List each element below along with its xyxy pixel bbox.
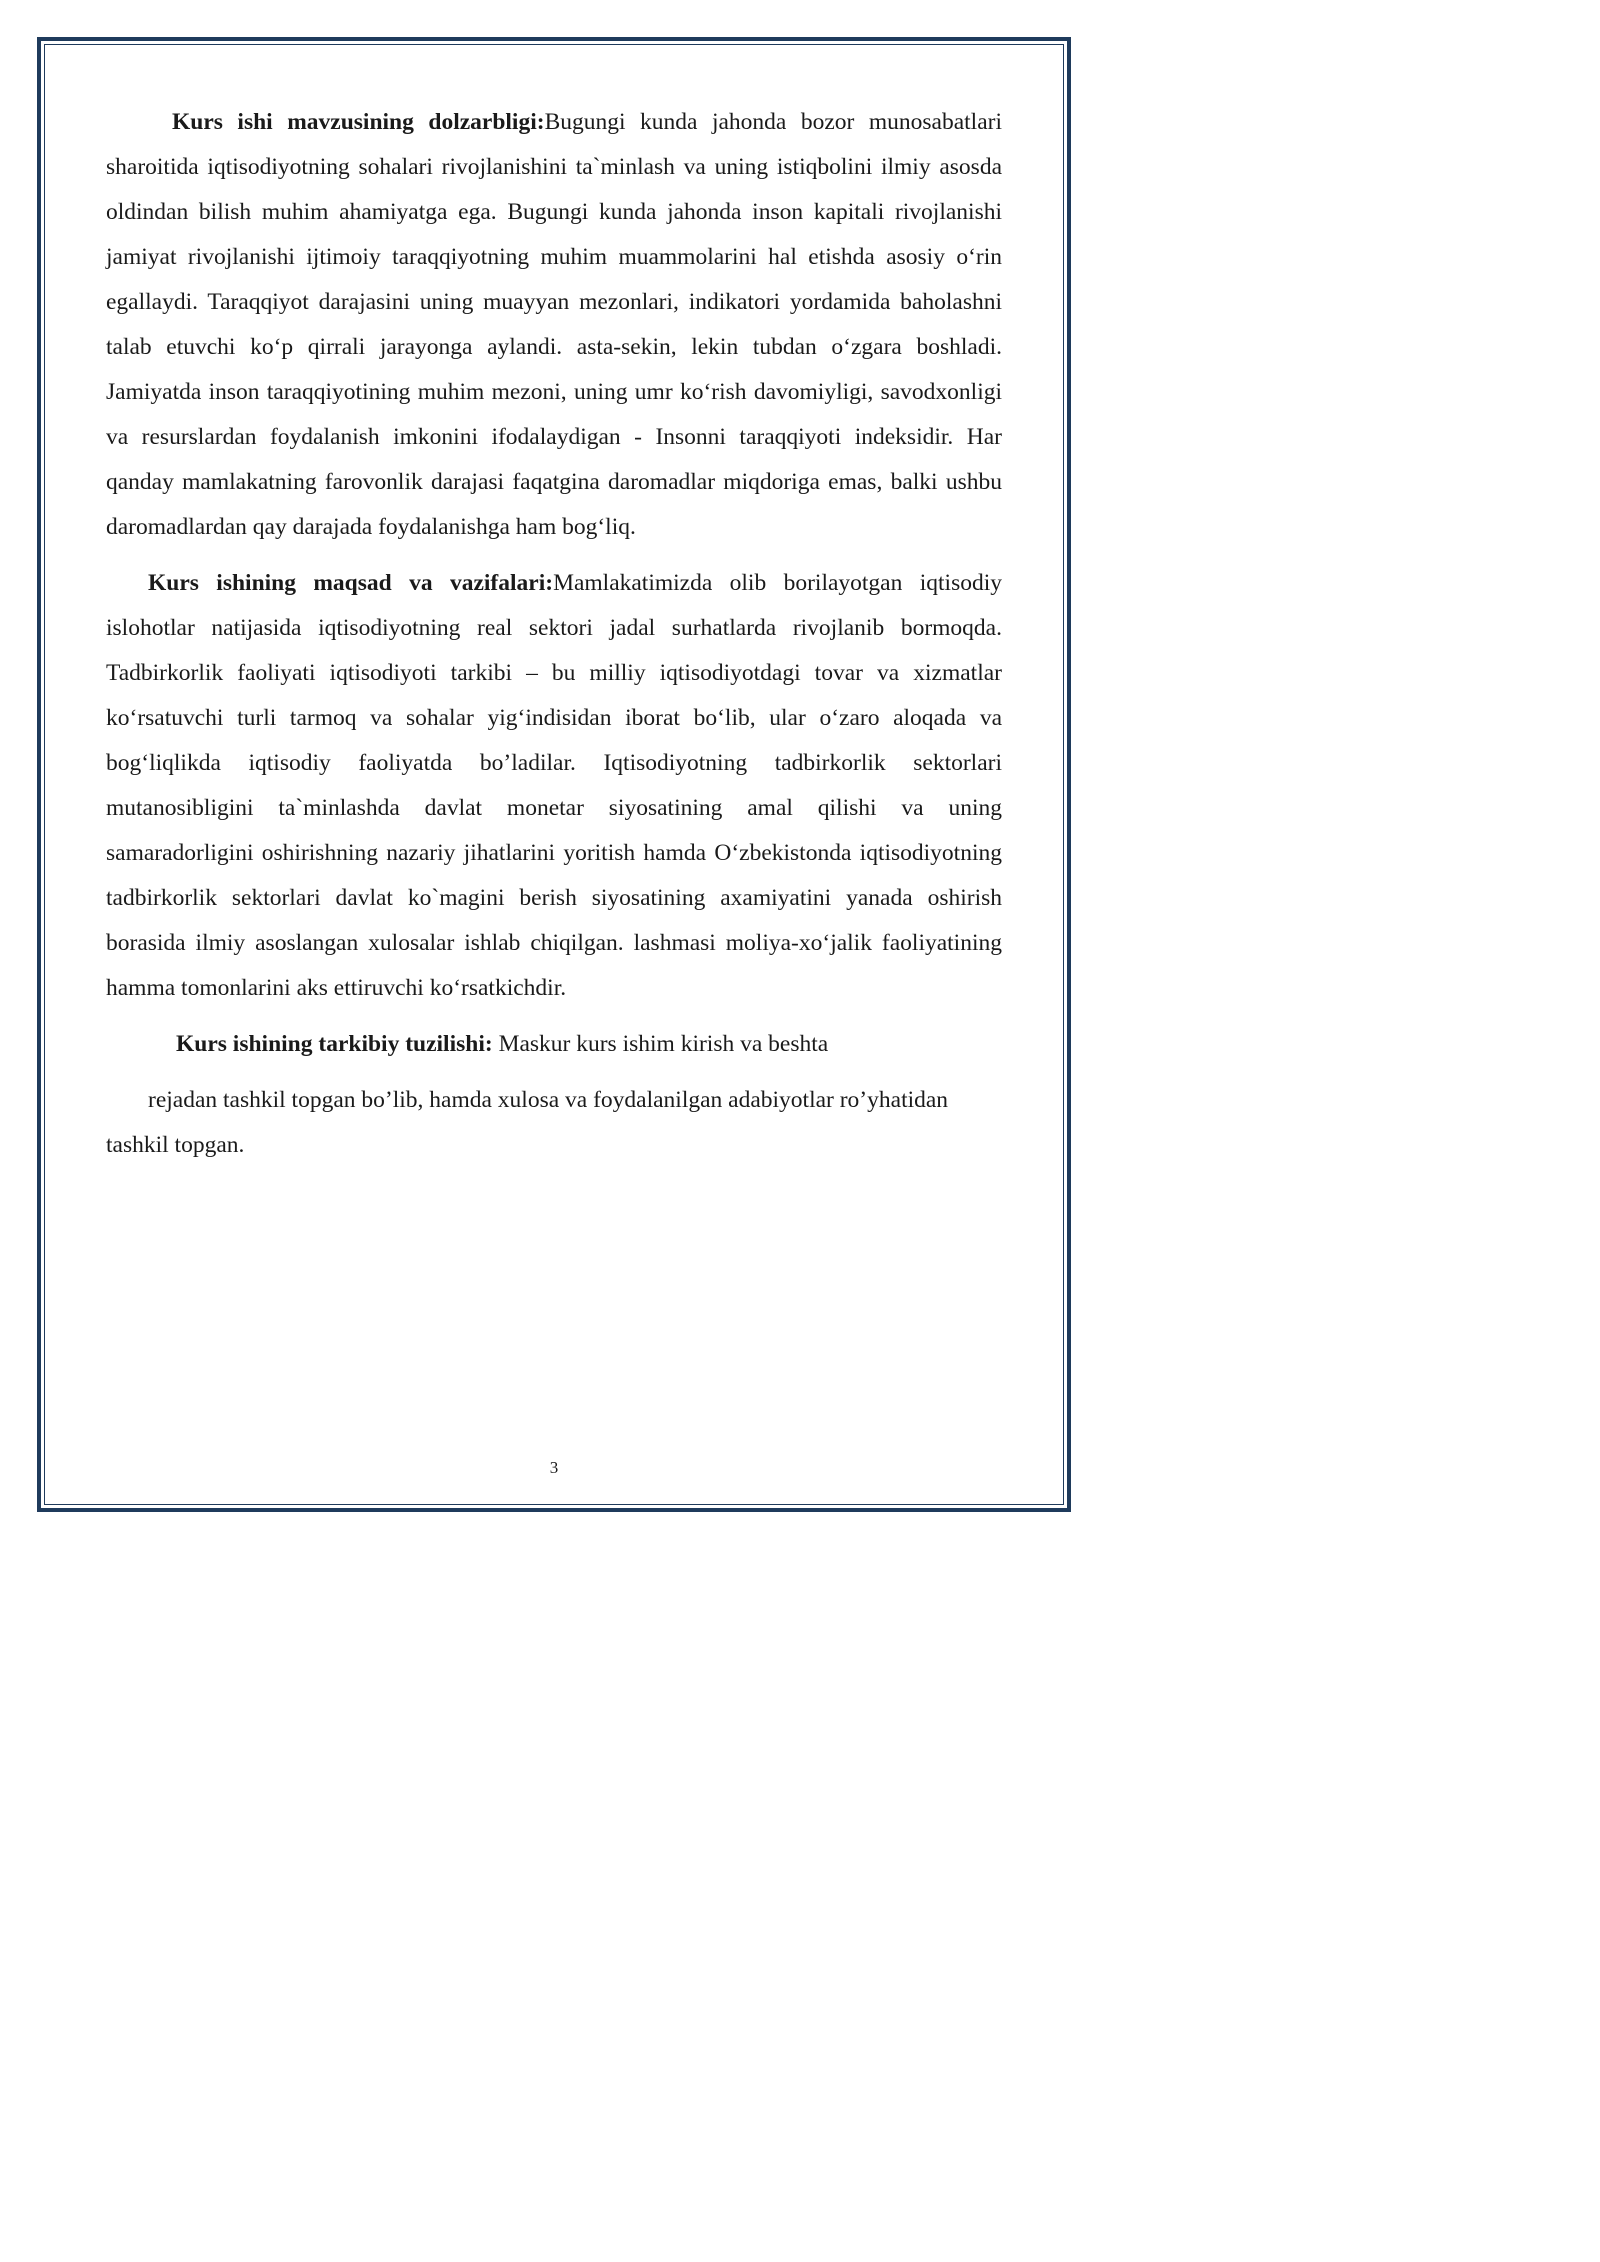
paragraph-structure	[106, 1022, 1002, 1067]
heading-relevance: Kurs ishi mavzusining dolzarbligi:	[172, 109, 545, 135]
heading-goals: Kurs ishining maqsad va vazifalari:	[148, 570, 554, 596]
paragraph-relevance	[106, 100, 1002, 550]
heading-structure: Kurs ishining tarkibiy tuzilishi:	[176, 1031, 493, 1057]
page-number: 3	[549, 1458, 559, 1477]
document-body	[106, 100, 1002, 1168]
text-goals: Mamlakatimizda olib borilayotgan iqtisodiy islohotlar natijasida iqtisodiyotning real sektori jadal surhatlarda rivojlanib bormoqda. Tadbirkorlik faoliyati iqtisodiyoti tarkibi – bu milliy iqtisodiyotdagi tovar va xizmatlar ko‘rsatuvchi turli tarmoq va sohalar yig‘indisidan iborat bo‘lib, ular o‘zaro aloqada va bog‘liqlikda iqtisodiy faoliyatda bo’ladilar. Iqtisodiyotning tadbirkorlik sektorlari mutanosibligini ta`minlashda davlat monetar siyosatining amal qilishi va uning samaradorligini oshirishning nazariy jihatlarini yoritish hamda O‘zbekistonda iqtisodiyotning tadbirkorlik sektorlari davlat ko`magini berish siyosatining axamiyatini yanada oshirish borasida ilmiy asoslangan xulosalar ishlab chiqilgan. lashmasi moliya-xo‘jalik faoliyatining hamma tomonlarini aks ettiruvchi ko‘rsatkichdir.	[106, 570, 1002, 1001]
text-structure: Maskur kurs ishim kirish va beshta	[492, 1031, 829, 1057]
text-structure-continued: rejadan tashkil topgan bo’lib, hamda xulosa va foydalanilgan adabiyotlar ro’yhatidan tashkil topgan.	[106, 1087, 949, 1158]
paragraph-structure-continued	[106, 1078, 1002, 1168]
text-relevance: Bugungi kunda jahonda bozor munosabatlari sharoitida iqtisodiyotning sohalari rivojlanishini ta`minlash va uning istiqbolini ilmiy asosda oldindan bilish muhim ahamiyatga ega. Bugungi kunda jahonda inson kapitali rivojlanishi jamiyat rivojlanishi ijtimoiy taraqqiyotning muhim muammolarini hal etishda asosiy o‘rin egallaydi. Taraqqiyot darajasini uning muayyan mezonlari, indikatori yordamida baholashni talab etuvchi ko‘p qirrali jarayonga aylandi. asta-sekin, lekin tubdan o‘zgara boshladi. Jamiyatda inson taraqqiyotining muhim mezoni, uning umr ko‘rish davomiyligi, savodxonligi va resurslardan foydalanish imkonini ifodalaydigan - Insonni taraqqiyoti indeksidir. Har qanday mamlakatning farovonlik darajasi faqatgina daromadlar miqdoriga emas, balki ushbu daromadlardan qay darajada foydalanishga ham bog‘liq.	[106, 109, 1002, 540]
paragraph-goals	[106, 561, 1002, 1011]
